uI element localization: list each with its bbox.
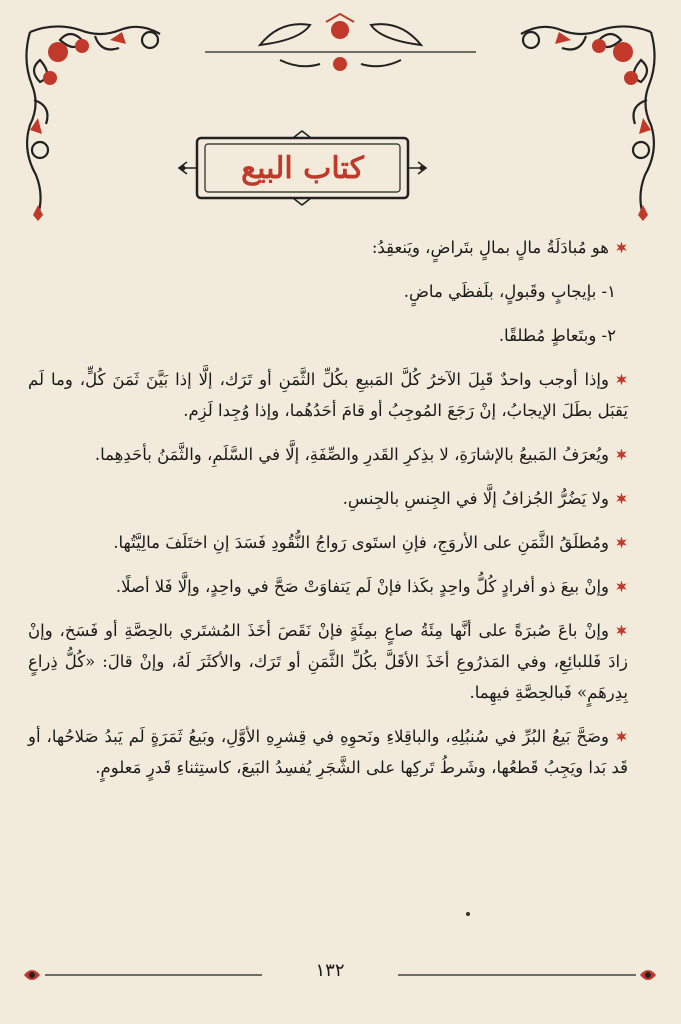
star-marker-icon <box>615 624 628 637</box>
paragraph-3: ٢- وبتَعاطٍ مُطلقًا. <box>498 326 616 345</box>
top-center-ornament <box>205 14 476 71</box>
page-number: ١٣٢ <box>315 960 345 981</box>
right-corner-ornament <box>521 26 655 215</box>
ink-dot <box>466 912 470 916</box>
paragraph-2: ١- بإيجابٍ وقَبولٍ، بلَفظَي ماضٍ. <box>403 282 616 301</box>
paragraph-1: هو مُبادَلَةُ مالٍ بمالٍ بتَراضٍ، ويَنعقِدُ: <box>28 232 628 263</box>
star-marker-icon <box>615 492 628 505</box>
paragraph-10: وصَحَّ بَيعُ البُرِّ في سُنبُلِهِ، والباقِلاءِ ونَحوِهِ في قِشرِهِ الأوَّلِ، وبَيعُ ثَمَرَةٍ لَم يَبدُ صَلاحُها، أو قَد بَدا ويَجِبُ قَطعُها، وشَرطُ تَركِها على الشَّجَرِ يُفسِدُ البَيعَ، كاستِثناءِ قَدرٍ مَعلومٍ. <box>28 727 628 777</box>
paragraph-4: وإذا أوجب واحدٌ قَبِلَ الآخرُ كُلَّ المَبيعِ بكُلِّ الثَّمَنِ أو تَرَك، إلَّا إذا بَيَّنَ ثَمَنَ كُلٍّ، وما لَم يَقبَل بطَلَ الإيجابُ، إنْ رَجَعَ المُوجِبُ أو قامَ أحَدُهُما، وإذا وُجِدا لَزِم. <box>28 370 628 420</box>
paragraph-9: وإنْ باعَ صُبرَةً على أنَّها مِئَةُ صاعٍ بمِئَةٍ فإنْ نَقَصَ أخَذَ المُشتَري بالحِصَّةِ أو فَسَخ، وإنْ زادَ فَللبائِعِ، وفي المَذرُوعِ أخَذَ الأقَلَّ بكُلِّ الثَّمَنِ أو تَرَك، والأكثَرَ لَهُ، وإنْ قالَ: «كُلُّ ذِراعٍ بِدِرهَمٍ» فَبالحِصَّةِ فيهِما. <box>28 621 628 702</box>
star-marker-icon <box>615 730 628 743</box>
paragraph-6: ولا يَضُرُّ الجُزافُ إلَّا في الجِنسِ بالجِنسِ. <box>28 483 628 514</box>
star-marker-icon <box>615 241 628 254</box>
left-corner-ornament <box>26 26 160 215</box>
chapter-title: كتاب البيع <box>241 150 364 186</box>
star-marker-icon <box>615 580 628 593</box>
star-marker-icon <box>615 448 628 461</box>
paragraph-8: وإنْ بيعَ ذو أفرادٍ كُلُّ واحِدٍ بكَذا فإنْ لَم يَتفاوَتْ صَحَّ في واحِدٍ، وإلَّا فَلا أصلًا. <box>28 571 628 602</box>
paragraph-5: ويُعرَفُ المَبيعُ بالإشارَةِ، لا بذِكرِ القَدرِ والصِّفَةِ، إلَّا في السَّلَمِ، والثَّمَنُ بأحَدِهِما. <box>28 439 628 470</box>
paragraph-7: ومُطلَقُ الثَّمَنِ على الأروَجِ، فإنِ استَوى رَواجُ النُّقُودِ فَسَدَ إنِ اختَلَفَ مالِيَّتُها. <box>28 527 628 558</box>
body-text <box>28 232 628 796</box>
star-marker-icon <box>615 536 628 549</box>
star-marker-icon <box>615 373 628 386</box>
